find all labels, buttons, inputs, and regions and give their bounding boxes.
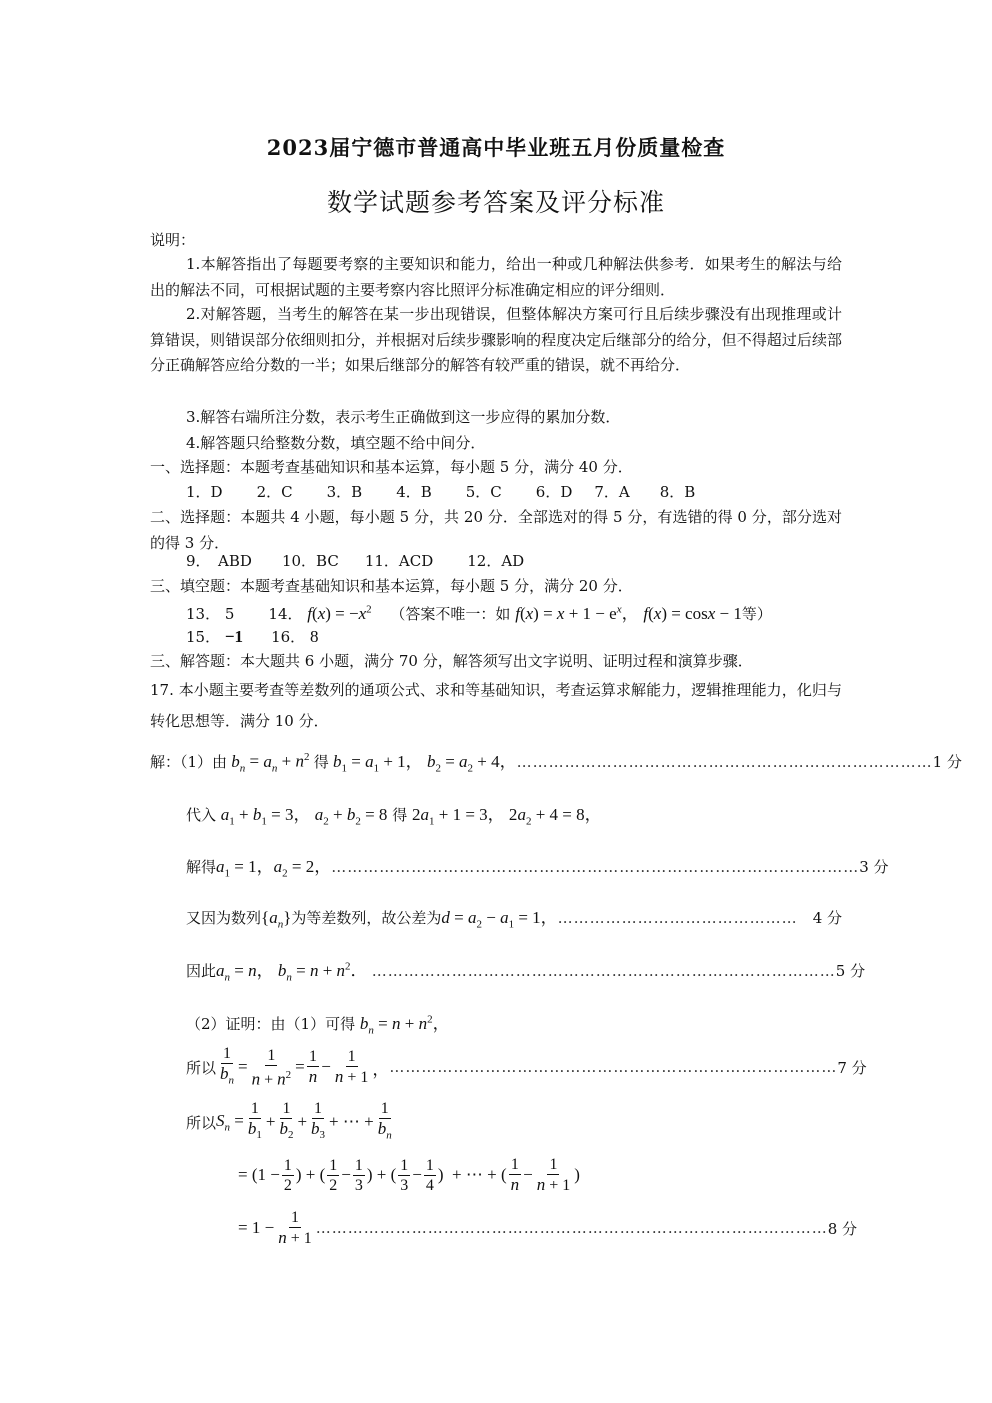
fraction: $\frac{1}{b_1}$ [247,1100,262,1142]
solution-text: 因此 [186,962,217,980]
score-mark: 1 分 [932,753,962,771]
answer-15-value: −1 [224,627,244,646]
fraction: $\frac{1}{b_n}$ [377,1100,392,1142]
leader-dots: …………………………………………………………………………… [371,962,836,980]
formula: $\{a_n\}$ [261,908,292,931]
answer-15-label: 15． [186,628,221,646]
formula-14-alt1: $f(x) = x + 1 - e^x$， [515,603,639,623]
formula: $b_n = n + n^2$， [359,1013,450,1037]
formula: $b_n = a_n + n^2$ [231,751,310,775]
solution-text: （2）证明：由（1）可得 [186,1015,356,1033]
choice-answers [186,481,695,502]
solution-line-5 [186,956,866,984]
solution-text: 又因为数列 [186,909,262,927]
fraction: $\frac{1}{n + 1}$ [536,1156,571,1194]
solution-text: 代入 [186,806,217,824]
answer-item: 9． ABD [186,552,252,570]
notes-label: 说明： [150,231,196,249]
leader-dots: …………………………………………………………………………………… [315,1219,828,1237]
note-item-4: 4.解答题只给整数分数，填空题不给中间分． [186,434,486,452]
answer-item: 5．C [465,483,502,501]
solution-line-10: = 1 − $\frac{1}{n + 1}$ …………………………………………………………………………………… 8 分 [238,1209,858,1247]
leader-dots: ……………………………………………………………………………………… [331,858,860,876]
score-mark: 7 分 [837,1058,867,1077]
fraction: $\frac{1}{b_n}$ [220,1045,235,1087]
solution-text: 解得 [186,858,217,876]
fraction: $\frac{1}{3}$ [354,1156,363,1194]
score-mark: 5 分 [835,962,866,980]
answer-13: 13． 5 [186,605,235,623]
page-title: 2023届宁德市普通高中毕业班五月份质量检查 [266,135,726,160]
answer-14-label: 14． [268,605,303,623]
formula: $a_n = n$， $b_n = n + n^2$． [216,960,372,984]
answer-item: 10．BC [281,552,339,570]
fraction: $\frac{1}{2}$ [283,1156,292,1194]
formula-14: $f(x) = -x^2$ [307,603,372,623]
solution-text: 得 [392,806,408,824]
answer-16-value: 8 [309,627,319,646]
fraction: $\frac{1}{n}$ [510,1156,520,1194]
page-subtitle: 数学试题参考答案及评分标准 [326,188,665,217]
fraction: $\frac{1}{b_2}$ [279,1100,294,1142]
answer-item: 4．B [396,483,432,501]
fraction: $\frac{1}{b_3}$ [311,1100,326,1142]
answer-item: 8．B [659,483,696,501]
fill-answers-row1 [186,599,772,624]
answer-item: 6．D [535,483,573,501]
choice-section-header: 一、选择题：本题考查基础知识和基本运算，每小题 5 分，满分 40 分． [150,458,633,476]
solve-section-header: 三、解答题：本大题共 6 小题，满分 70 分，解答须写出文字说明、证明过程和演算步骤． [150,652,753,670]
fill-answers-row2 [186,626,318,647]
answer-item: 12．AD [467,552,525,570]
note-item-1: 1.本解答指出了每题要考察的主要知识和能力，给出一种或几种解法供参考．如果考生的解法与给出的解法不同，可根据试题的主要考察内容比照评分标准确定相应的评分细则． [150,255,842,299]
fraction: $\frac{1}{n}$ [308,1048,318,1087]
solution-text: 所以 [186,1058,217,1077]
answer-14-note: （答案不唯一：如 [390,605,511,623]
fill-section-header: 三、填空题：本题考查基础知识和基本运算，每小题 5 分，满分 20 分． [150,577,633,595]
answer-item: 11．ACD [364,552,434,570]
formula: $a_1 + b_1 = 3$， $a_2 + b_2 = 8$ [220,805,388,828]
fraction: $\frac{1}{4}$ [425,1156,434,1194]
leader-dots: …………………………………………………………………… [516,753,933,771]
solution-text: 得 [313,753,329,771]
formula: $2a_1 + 1 = 3$， $2a_2 + 4 = 8$， [412,805,602,828]
answer-item: 3．B [326,483,363,501]
multi-choice-header: 二、选择题：本题共 4 小题，每小题 5 分，共 20 分．全部选对的得 5 分，有选错的得 0 分，部分选对的得 3 分． [150,508,842,552]
formula: $b_1 = a_1 + 1$， $b_2 = a_2 + 4$， [333,752,517,775]
fraction: $\frac{1}{n + 1}$ [278,1209,312,1247]
fraction: $\frac{1}{n + 1}$ [334,1048,369,1087]
solution-line-4 [186,903,842,930]
note-item-2: 2.对解答题，当考生的解答在某一步出现错误，但整体解决方案可行且后续步骤没有出现推理或计算错误，则错误部分依细则扣分，并根据对后续步骤影响的程度决定后继部分的给分，但不得超过后续部分正确解答应给分数的一半；如果后继部分的解答有较严重的错误，就不再给分． [150,305,842,374]
score-mark: 8 分 [827,1219,858,1238]
answer-14-end: 等） [741,605,772,623]
fraction: $\frac{1}{2}$ [329,1156,338,1194]
fraction: $\frac{1}{3}$ [400,1156,409,1194]
score-mark: 3 分 [859,858,889,876]
solution-line-7: 所以 $\frac{1}{b_n}$ = $\frac{1}{n + n^2}$ = $\frac{1}{n}$ − $\frac{1}{n + 1}$ ， ………………………………………………………………………… 7 分 [186,1044,842,1090]
multi-choice-answers [186,550,524,571]
answer-item: 7．A [594,483,630,501]
solution-line-3 [186,852,889,880]
solution-line-2 [186,800,602,827]
leader-dots: ……………………………………… [557,909,798,927]
answer-item: 2．C [256,483,293,501]
answer-item: 1．D [186,483,223,501]
solution-line-1 [150,747,962,775]
solution-line-8: 所以 $S_n$ = $\frac{1}{b_1}$ + $\frac{1}{b_2}$ + $\frac{1}{b_3}$ + ⋯ + $\frac{1}{b_n}$ [186,1099,396,1145]
leader-dots: ………………………………………………………………………… [389,1058,838,1077]
solution-text: 解：（1）由 [150,753,228,771]
solution-line-9: = (1 − $\frac{1}{2}$ ) + ( $\frac{1}{2}$ − $\frac{1}{3}$ ) + ( $\frac{1}{3}$ − $\frac{1}{4}$ ) + ⋯ + ( $\frac{1}{n}$ − $\frac{1}{n + 1}$ ) [238,1156,580,1194]
answer-16-label: 16． [271,628,306,646]
formula: $d = a_2 - a_1 = 1$， [441,908,558,931]
note-item-3: 3.解答右端所注分数，表示考生正确做到这一步应得的累加分数． [186,408,621,426]
score-mark: 4 分 [812,909,842,927]
solution-text: 所以 [186,1113,217,1132]
q17-intro: 17. 本小题主要考查等差数列的通项公式、求和等基础知识，考查运算求解能力，逻辑推理能力，化归与转化思想等．满分 10 分． [150,681,842,730]
solution-line-6 [186,1009,450,1036]
formula: $a_1 = 1$，$a_2 = 2$， [216,857,332,880]
solution-text: 为等差数列，故公差为 [291,909,442,927]
fraction: $\frac{1}{n + n^2}$ [251,1046,292,1088]
formula-14-alt2: f(x) = cosx − 1 [643,604,742,623]
